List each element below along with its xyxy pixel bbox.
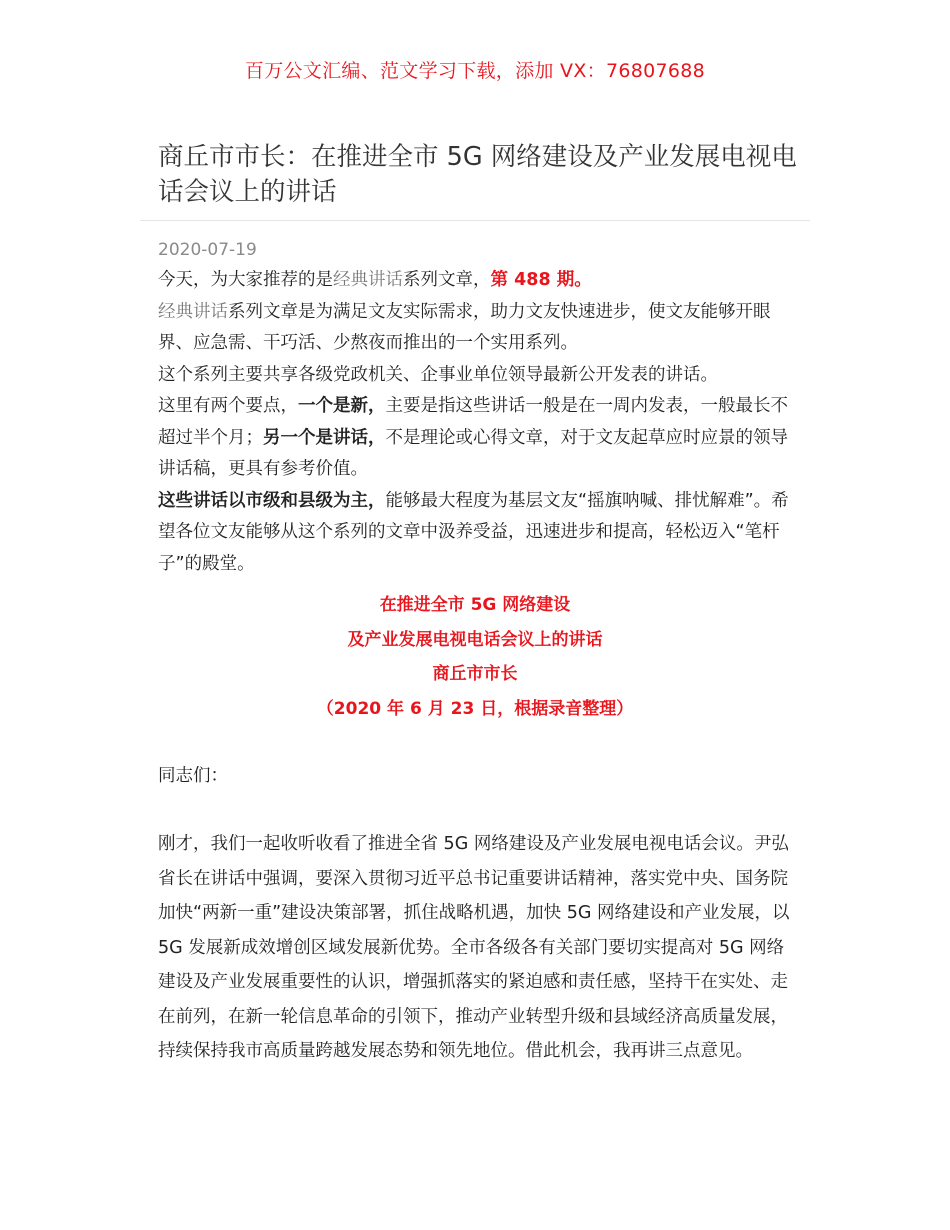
issue-number: 第 488 期。: [490, 270, 592, 290]
series-name: 经典讲话: [158, 301, 228, 322]
speech-date-note: （2020 年 6 月 23 日，根据录音整理）: [316, 698, 634, 719]
intro-paragraph-3: 这个系列主要共享各级党政机关、企事业单位领导最新公开发表的讲话。: [158, 364, 718, 385]
intro-text: 系列文章，: [403, 270, 491, 290]
speaker: 商丘市市长: [432, 664, 518, 684]
intro-paragraph-2: [158, 297, 798, 360]
intro-text: 不是理论或心得文章，对于文友起草应时应景的领导讲话稿，更具有参考价值。: [158, 427, 788, 479]
intro-paragraph-4: [158, 391, 798, 486]
publish-date: 2020-07-19: [158, 240, 257, 260]
key-point-level: 这些讲话以市级和县级为主，: [158, 490, 386, 511]
intro-text: 主要是指这些讲话一般是在一周内发表，一般最长不超过半个月；: [158, 396, 788, 448]
speech-body: [158, 827, 798, 1069]
speech-header: [0, 588, 950, 726]
title-divider: [140, 220, 810, 221]
intro-paragraph-1: [158, 265, 798, 297]
intro-text: 今天，为大家推荐的是: [158, 270, 333, 290]
intro-section: [158, 265, 798, 580]
intro-text: 这里有两个要点，: [158, 396, 298, 416]
key-point-new: 一个是新，: [298, 396, 386, 416]
speech-title-line-2: 及产业发展电视电话会议上的讲话: [347, 629, 603, 650]
speech-title-line-1: 在推进全市 5G 网络建设: [379, 595, 571, 615]
promo-banner: 百万公文汇编、范文学习下载，添加 VX：76807688: [244, 60, 706, 82]
greeting: 同志们：: [158, 766, 228, 786]
series-name: 经典讲话: [333, 270, 403, 290]
intro-paragraph-5: [158, 486, 798, 581]
body-paragraph: 刚才，我们一起收听收看了推进全省 5G 网络建设及产业发展电视电话会议。尹弘省长在讲话中强调，要深入贯彻习近平总书记重要讲话精神，落实党中央、国务院加快“两新一重”建设决策部署，抓住战略机遇，加快 5G 网络建设和产业发展，以 5G 发展新成效增创区域发展新优势。全市各级各有关部门要切实提高对 5G 网络建设及产业发展重要性的认识，增强抓落实的紧迫感和责任感，坚持干在实处、走在前列，在新一轮信息革命的引领下，推动产业转型升级和县域经济高质量发展，持续保持我市高质量跨越发展态势和领先地位。借此机会，我再讲三点意见。: [158, 834, 790, 1061]
key-point-speech: 另一个是讲话，: [263, 427, 386, 448]
intro-text: 能够最大程度为基层文友“摇旗呐喊、排忧解难”。希望各位文友能够从这个系列的文章中汲养受益，迅速进步和提高，轻松迈入“笔杆子”的殿堂。: [158, 490, 789, 574]
article-title: 商丘市市长：在推进全市 5G 网络建设及产业发展电视电话会议上的讲话: [158, 142, 797, 207]
intro-text: 系列文章是为满足文友实际需求，助力文友快速进步，使文友能够开眼界、应急需、干巧活、少熬夜而推出的一个实用系列。: [158, 301, 771, 353]
